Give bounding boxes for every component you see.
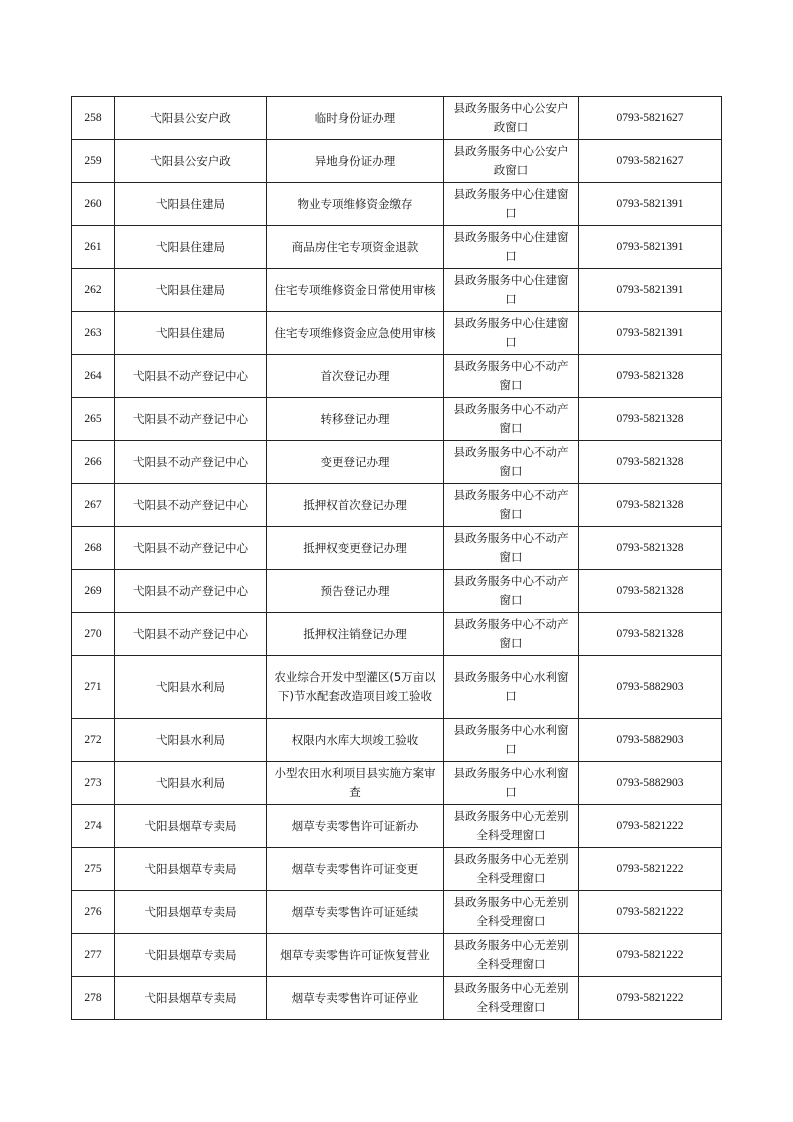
- table-row: [72, 570, 722, 613]
- service-window-cell: 县政务服务中心不动产窗口: [444, 613, 579, 656]
- table-row: [72, 398, 722, 441]
- service-window-cell: 县政务服务中心无差别全科受理窗口: [444, 934, 579, 977]
- service-item-cell: 预告登记办理: [267, 570, 444, 613]
- table-row: [72, 97, 722, 140]
- phone-cell: 0793-5821391: [579, 312, 722, 355]
- service-item-cell: 农业综合开发中型灌区(5万亩以下)节水配套改造项目竣工验收: [267, 656, 444, 719]
- service-item-cell: 抵押权注销登记办理: [267, 613, 444, 656]
- service-item-cell: 抵押权变更登记办理: [267, 527, 444, 570]
- row-number: 268: [72, 527, 115, 570]
- department-cell: 弋阳县不动产登记中心: [115, 570, 267, 613]
- service-item-cell: 商品房住宅专项资金退款: [267, 226, 444, 269]
- department-cell: 弋阳县不动产登记中心: [115, 613, 267, 656]
- service-item-cell: 小型农田水利项目县实施方案审查: [267, 762, 444, 805]
- department-cell: 弋阳县公安户政: [115, 97, 267, 140]
- row-number: 273: [72, 762, 115, 805]
- service-item-cell: 物业专项维修资金缴存: [267, 183, 444, 226]
- service-window-cell: 县政务服务中心公安户政窗口: [444, 97, 579, 140]
- phone-cell: 0793-5821627: [579, 140, 722, 183]
- table-row: [72, 891, 722, 934]
- phone-cell: 0793-5821222: [579, 848, 722, 891]
- phone-cell: 0793-5821328: [579, 484, 722, 527]
- department-cell: 弋阳县住建局: [115, 312, 267, 355]
- phone-cell: 0793-5821328: [579, 441, 722, 484]
- service-window-cell: 县政务服务中心无差别全科受理窗口: [444, 977, 579, 1020]
- row-number: 265: [72, 398, 115, 441]
- table-row: [72, 312, 722, 355]
- service-item-cell: 异地身份证办理: [267, 140, 444, 183]
- phone-cell: 0793-5821328: [579, 570, 722, 613]
- department-cell: 弋阳县住建局: [115, 226, 267, 269]
- service-item-cell: 烟草专卖零售许可证新办: [267, 805, 444, 848]
- service-window-cell: 县政务服务中心不动产窗口: [444, 484, 579, 527]
- department-cell: 弋阳县烟草专卖局: [115, 891, 267, 934]
- phone-cell: 0793-5821328: [579, 355, 722, 398]
- phone-cell: 0793-5821222: [579, 805, 722, 848]
- phone-cell: 0793-5821328: [579, 398, 722, 441]
- service-window-cell: 县政务服务中心无差别全科受理窗口: [444, 848, 579, 891]
- service-window-cell: 县政务服务中心不动产窗口: [444, 355, 579, 398]
- service-window-cell: 县政务服务中心住建窗口: [444, 269, 579, 312]
- phone-cell: 0793-5821391: [579, 226, 722, 269]
- service-window-cell: 县政务服务中心不动产窗口: [444, 570, 579, 613]
- phone-cell: 0793-5882903: [579, 762, 722, 805]
- department-cell: 弋阳县住建局: [115, 183, 267, 226]
- table-row: [72, 613, 722, 656]
- table-row: [72, 977, 722, 1020]
- phone-cell: 0793-5882903: [579, 719, 722, 762]
- service-item-cell: 烟草专卖零售许可证恢复营业: [267, 934, 444, 977]
- table-row: [72, 719, 722, 762]
- department-cell: 弋阳县烟草专卖局: [115, 977, 267, 1020]
- row-number: 277: [72, 934, 115, 977]
- row-number: 266: [72, 441, 115, 484]
- service-item-cell: 变更登记办理: [267, 441, 444, 484]
- service-item-cell: 转移登记办理: [267, 398, 444, 441]
- row-number: 269: [72, 570, 115, 613]
- row-number: 259: [72, 140, 115, 183]
- row-number: 262: [72, 269, 115, 312]
- row-number: 271: [72, 656, 115, 719]
- row-number: 275: [72, 848, 115, 891]
- service-item-cell: 住宅专项维修资金应急使用审核: [267, 312, 444, 355]
- department-cell: 弋阳县不动产登记中心: [115, 398, 267, 441]
- service-window-cell: 县政务服务中心住建窗口: [444, 226, 579, 269]
- row-number: 278: [72, 977, 115, 1020]
- row-number: 258: [72, 97, 115, 140]
- service-item-cell: 烟草专卖零售许可证停业: [267, 977, 444, 1020]
- phone-cell: 0793-5821222: [579, 934, 722, 977]
- service-table: [71, 96, 722, 1020]
- table-row: [72, 269, 722, 312]
- department-cell: 弋阳县不动产登记中心: [115, 441, 267, 484]
- service-item-cell: 住宅专项维修资金日常使用审核: [267, 269, 444, 312]
- service-window-cell: 县政务服务中心不动产窗口: [444, 441, 579, 484]
- service-window-cell: 县政务服务中心不动产窗口: [444, 527, 579, 570]
- row-number: 267: [72, 484, 115, 527]
- row-number: 276: [72, 891, 115, 934]
- department-cell: 弋阳县不动产登记中心: [115, 527, 267, 570]
- service-window-cell: 县政务服务中心住建窗口: [444, 183, 579, 226]
- phone-cell: 0793-5821391: [579, 183, 722, 226]
- phone-cell: 0793-5821391: [579, 269, 722, 312]
- service-window-cell: 县政务服务中心住建窗口: [444, 312, 579, 355]
- department-cell: 弋阳县公安户政: [115, 140, 267, 183]
- department-cell: 弋阳县不动产登记中心: [115, 355, 267, 398]
- service-window-cell: 县政务服务中心无差别全科受理窗口: [444, 805, 579, 848]
- service-item-cell: 首次登记办理: [267, 355, 444, 398]
- service-window-cell: 县政务服务中心公安户政窗口: [444, 140, 579, 183]
- table-row: [72, 484, 722, 527]
- row-number: 260: [72, 183, 115, 226]
- service-item-cell: 烟草专卖零售许可证延续: [267, 891, 444, 934]
- row-number: 272: [72, 719, 115, 762]
- service-window-cell: 县政务服务中心水利窗口: [444, 762, 579, 805]
- row-number: 263: [72, 312, 115, 355]
- department-cell: 弋阳县水利局: [115, 719, 267, 762]
- table-row: [72, 441, 722, 484]
- service-item-cell: 权限内水库大坝竣工验收: [267, 719, 444, 762]
- service-window-cell: 县政务服务中心水利窗口: [444, 656, 579, 719]
- table-row: [72, 656, 722, 719]
- phone-cell: 0793-5821222: [579, 977, 722, 1020]
- service-window-cell: 县政务服务中心无差别全科受理窗口: [444, 891, 579, 934]
- department-cell: 弋阳县水利局: [115, 656, 267, 719]
- table-row: [72, 355, 722, 398]
- table-row: [72, 762, 722, 805]
- service-item-cell: 烟草专卖零售许可证变更: [267, 848, 444, 891]
- table-row: [72, 140, 722, 183]
- table-row: [72, 183, 722, 226]
- table-row: [72, 805, 722, 848]
- phone-cell: 0793-5821328: [579, 613, 722, 656]
- phone-cell: 0793-5821328: [579, 527, 722, 570]
- row-number: 270: [72, 613, 115, 656]
- table-row: [72, 934, 722, 977]
- department-cell: 弋阳县烟草专卖局: [115, 934, 267, 977]
- service-item-cell: 临时身份证办理: [267, 97, 444, 140]
- phone-cell: 0793-5821627: [579, 97, 722, 140]
- department-cell: 弋阳县不动产登记中心: [115, 484, 267, 527]
- department-cell: 弋阳县住建局: [115, 269, 267, 312]
- phone-cell: 0793-5882903: [579, 656, 722, 719]
- row-number: 264: [72, 355, 115, 398]
- table-row: [72, 527, 722, 570]
- row-number: 274: [72, 805, 115, 848]
- service-window-cell: 县政务服务中心水利窗口: [444, 719, 579, 762]
- phone-cell: 0793-5821222: [579, 891, 722, 934]
- service-item-cell: 抵押权首次登记办理: [267, 484, 444, 527]
- service-window-cell: 县政务服务中心不动产窗口: [444, 398, 579, 441]
- table-row: [72, 226, 722, 269]
- row-number: 261: [72, 226, 115, 269]
- department-cell: 弋阳县水利局: [115, 762, 267, 805]
- department-cell: 弋阳县烟草专卖局: [115, 848, 267, 891]
- table-row: [72, 848, 722, 891]
- department-cell: 弋阳县烟草专卖局: [115, 805, 267, 848]
- table-body: [72, 97, 722, 1020]
